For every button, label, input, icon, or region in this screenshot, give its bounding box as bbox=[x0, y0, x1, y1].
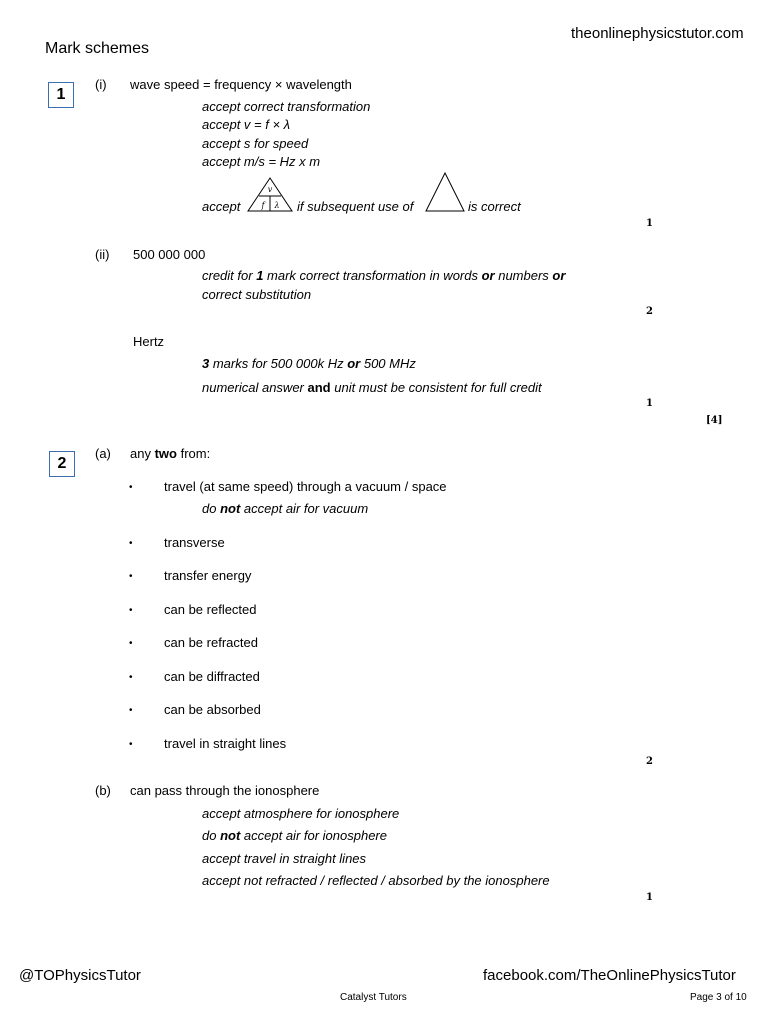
list-item: can be diffracted bbox=[164, 669, 260, 684]
emphasis: not bbox=[220, 501, 241, 516]
triangle-right-label: λ bbox=[274, 201, 280, 210]
credit-note bbox=[202, 268, 565, 283]
note-line: accept bbox=[202, 199, 241, 214]
question-number-box: 2 bbox=[49, 451, 75, 477]
answer-text: 500 000 000 bbox=[133, 247, 206, 262]
bullet-marker: • bbox=[129, 672, 133, 683]
text-run: 500 MHz bbox=[360, 356, 416, 371]
text-run: do bbox=[202, 828, 221, 843]
part-label: (i) bbox=[95, 77, 107, 92]
bullet-marker: • bbox=[129, 605, 133, 616]
list-item: can be absorbed bbox=[164, 702, 261, 717]
note-line bbox=[202, 501, 368, 516]
formula-triangle-icon bbox=[246, 177, 294, 213]
text-run: numerical answer bbox=[202, 380, 308, 395]
question-number-box: 1 bbox=[48, 82, 74, 108]
part-label: (ii) bbox=[95, 247, 110, 262]
note-line: if subsequent use of bbox=[297, 199, 414, 214]
triangle-top-label: v bbox=[267, 185, 273, 194]
bullet-marker: • bbox=[129, 538, 133, 549]
emphasis: 3 bbox=[202, 356, 210, 371]
text-run: from: bbox=[176, 446, 211, 461]
text-run: unit must be consistent for full credit bbox=[330, 380, 542, 395]
twitter-handle: @TOPhysicsTutor bbox=[19, 967, 141, 984]
facebook-link: facebook.com/TheOnlinePhysicsTutor bbox=[483, 967, 736, 984]
bullet-marker: • bbox=[129, 571, 133, 582]
empty-triangle-icon bbox=[424, 172, 466, 213]
text-run: numbers bbox=[494, 268, 553, 283]
question-total: [4] bbox=[706, 415, 723, 426]
list-item: transfer energy bbox=[164, 568, 252, 583]
site-url: theonlinephysicstutor.com bbox=[571, 25, 744, 42]
text-run: any bbox=[130, 446, 155, 461]
text-run: do bbox=[202, 501, 221, 516]
list-item: travel (at same speed) through a vacuum / space bbox=[164, 479, 447, 494]
answer-text: wave speed = frequency × wavelength bbox=[130, 77, 352, 92]
unit-answer: Hertz bbox=[133, 334, 165, 349]
emphasis: two bbox=[154, 446, 177, 461]
mark-value: 2 bbox=[646, 306, 653, 317]
bullet-marker: • bbox=[129, 739, 133, 750]
note-line: accept correct transformation bbox=[202, 99, 371, 114]
part-label: (a) bbox=[95, 446, 111, 461]
mark-value: 1 bbox=[646, 892, 653, 903]
note-line: accept atmosphere for ionosphere bbox=[202, 806, 400, 821]
unit-note bbox=[202, 356, 416, 371]
note-line bbox=[202, 828, 387, 843]
text-run: accept air for vacuum bbox=[240, 501, 369, 516]
text-run: accept air for ionosphere bbox=[240, 828, 387, 843]
bullet-marker: • bbox=[129, 638, 133, 649]
list-item: transverse bbox=[164, 535, 225, 550]
mark-value: 2 bbox=[646, 756, 653, 767]
emphasis: and bbox=[307, 380, 331, 395]
note-line: correct substitution bbox=[202, 287, 312, 302]
list-item: travel in straight lines bbox=[164, 736, 287, 751]
text-run: mark correct transformation in words bbox=[263, 268, 482, 283]
text-run: credit for bbox=[202, 268, 257, 283]
emphasis: or bbox=[347, 356, 361, 371]
answer-intro bbox=[130, 446, 210, 461]
list-item: can be refracted bbox=[164, 635, 258, 650]
page-number: Page 3 of 10 bbox=[690, 992, 747, 1003]
text-run: marks for 500 000k Hz bbox=[209, 356, 348, 371]
note-line: accept not refracted / reflected / absorbed by the ionosphere bbox=[202, 873, 550, 888]
triangle-left-label: f bbox=[261, 201, 265, 210]
page-title: Mark schemes bbox=[45, 40, 150, 57]
note-line: is correct bbox=[468, 199, 521, 214]
company-name: Catalyst Tutors bbox=[340, 992, 407, 1003]
emphasis: not bbox=[220, 828, 241, 843]
note-line: accept travel in straight lines bbox=[202, 851, 367, 866]
part-label: (b) bbox=[95, 783, 111, 798]
bullet-marker: • bbox=[129, 705, 133, 716]
answer-text: can pass through the ionosphere bbox=[130, 783, 320, 798]
note-line: accept v = f × λ bbox=[202, 117, 291, 132]
emphasis: 1 bbox=[256, 268, 264, 283]
emphasis: or bbox=[552, 268, 566, 283]
note-line: accept s for speed bbox=[202, 136, 309, 151]
note-line: accept m/s = Hz x m bbox=[202, 154, 321, 169]
mark-value: 1 bbox=[646, 398, 653, 409]
consistency-note bbox=[202, 380, 542, 395]
emphasis: or bbox=[481, 268, 495, 283]
mark-value: 1 bbox=[646, 218, 653, 229]
list-item: can be reflected bbox=[164, 602, 257, 617]
bullet-marker: • bbox=[129, 482, 133, 493]
